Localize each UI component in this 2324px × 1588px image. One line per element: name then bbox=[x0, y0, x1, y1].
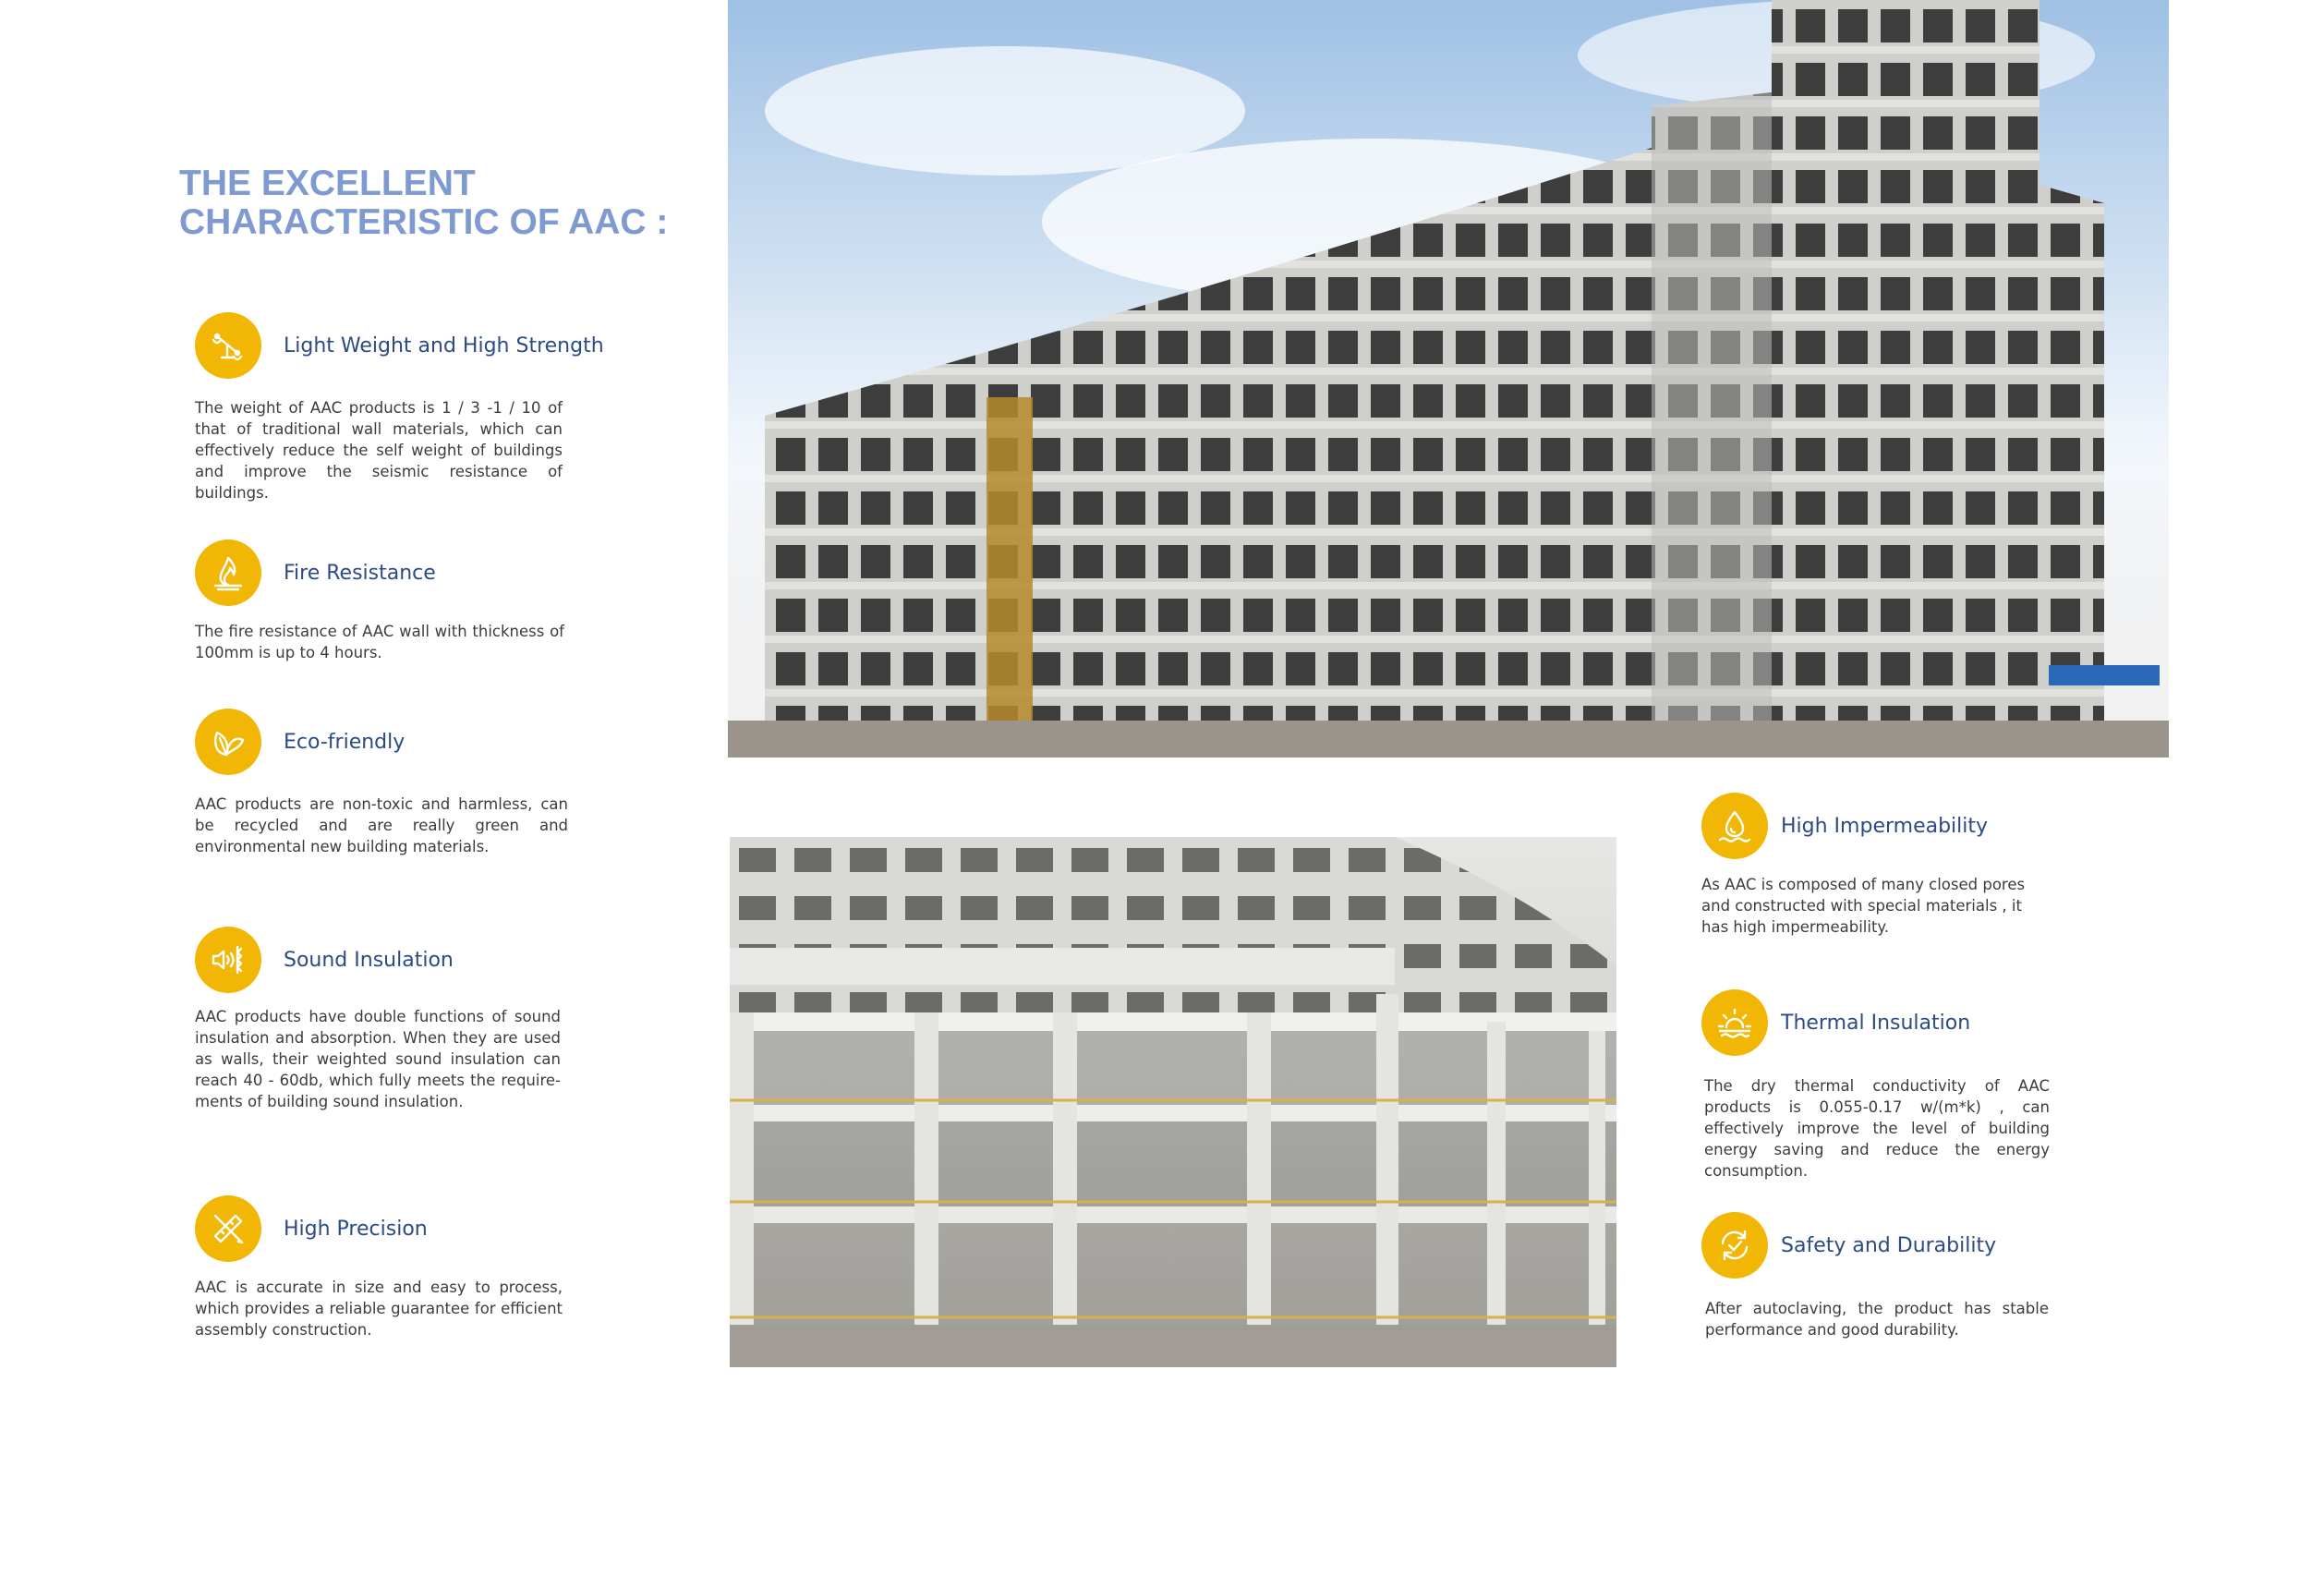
feature-title: Eco-friendly bbox=[284, 730, 405, 754]
feature-description: The dry thermal conductivity of AAC products is 0.055-0.17 w/(m*k) , can effectively improve the level of building energy saving and reduce the energy consumption. bbox=[1704, 1077, 2050, 1180]
feature-title: Safety and Durability bbox=[1781, 1233, 1997, 1257]
feature-safety-durability bbox=[1701, 1212, 2052, 1351]
feature-description: AAC is accurate in size and easy to process, which provides a reliable guarantee for efficient assembly construction. bbox=[195, 1279, 563, 1339]
feature-fire-resistance bbox=[195, 539, 564, 669]
feature-description: AAC products are non-toxic and harmless, can be recycled and are really green and environmental new building materials. bbox=[195, 795, 568, 855]
ruler-pencil-icon bbox=[195, 1195, 261, 1262]
feature-description: The fire resistance of AAC wall with thickness of 100mm is up to 4 hours. bbox=[195, 623, 564, 661]
speaker-wall-icon bbox=[195, 927, 261, 993]
feature-description: As AAC is composed of many closed pores and constructed with special materials , it has high impermeability. bbox=[1701, 876, 2026, 936]
leaf-icon bbox=[195, 709, 261, 775]
cycle-check-icon bbox=[1701, 1212, 1768, 1279]
feature-description: AAC products have double functions of sound insulation and absorption. When they are used as walls, their weighted sound insulation can reach 40 - 60db, which fully meets the require-ments of building sound insulation. bbox=[195, 1008, 561, 1110]
feature-light-weight bbox=[195, 312, 604, 502]
sun-heat-icon bbox=[1701, 989, 1768, 1056]
fire-icon bbox=[195, 539, 261, 606]
feature-eco-friendly bbox=[195, 709, 569, 866]
feature-description: After autoclaving, the product has stable performance and good durability. bbox=[1705, 1300, 2049, 1339]
feature-title: High Impermeability bbox=[1781, 814, 1989, 838]
feature-title: Fire Resistance bbox=[284, 561, 436, 585]
balance-scale-icon bbox=[195, 312, 261, 379]
page-title-line1: THE EXCELLENT bbox=[179, 164, 476, 203]
building-interior-courtyard-photo bbox=[730, 837, 1616, 1367]
feature-title: Thermal Insulation bbox=[1781, 1011, 1971, 1035]
feature-high-impermeability bbox=[1701, 793, 2052, 940]
feature-thermal-insulation bbox=[1701, 989, 2052, 1180]
page-title-line2: CHARACTERISTIC OF AAC : bbox=[179, 202, 669, 242]
feature-description: The weight of AAC products is 1 / 3 -1 / 10 of that of traditional wall materials, which can effectively reduce the self weight of buildings and improve the seismic resistance of buildings. bbox=[195, 399, 563, 502]
feature-title: Sound Insulation bbox=[284, 948, 454, 972]
feature-sound-insulation bbox=[195, 927, 564, 1139]
curved-concrete-building-photo bbox=[728, 0, 2169, 758]
feature-title: Light Weight and High Strength bbox=[284, 333, 604, 358]
water-drop-icon bbox=[1701, 793, 1768, 859]
feature-title: High Precision bbox=[284, 1217, 428, 1241]
feature-high-precision bbox=[195, 1195, 564, 1343]
page-title bbox=[179, 164, 668, 242]
